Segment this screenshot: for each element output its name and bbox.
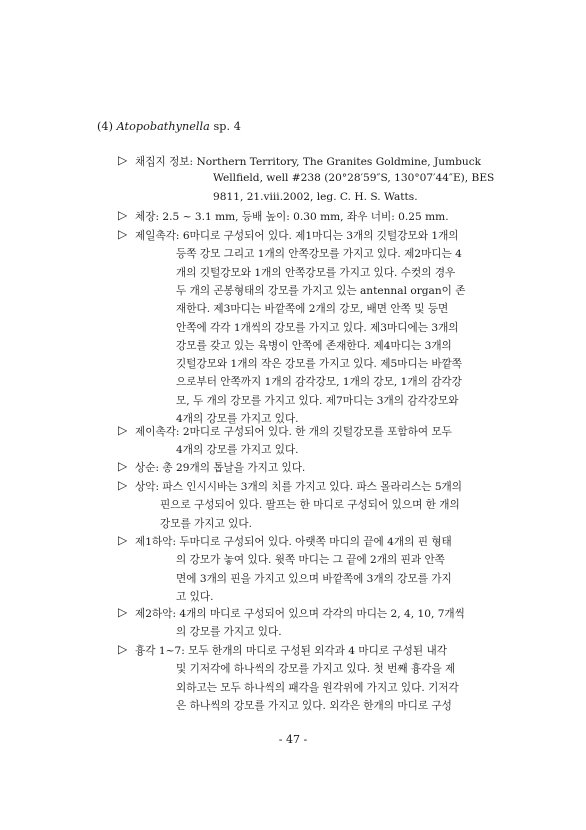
entry-text-line: 개의 깃털강모와 1개의 안쪽강모를 가지고 있다. 수컷의 경우 <box>176 266 456 279</box>
entry-text-line: 채집지 정보: Northern Territory, The Granites Goldmine, Jumbuck <box>135 156 482 168</box>
entry-text-line: 9811, 21.viii.2002, leg. C. H. S. Watts. <box>213 190 418 203</box>
species-suffix: sp. 4 <box>213 120 241 133</box>
entry-text-line: 상순: 총 29개의 톱날을 가지고 있다. <box>135 462 306 474</box>
entry-text-line: 외하고는 모두 하나씩의 패각을 원각위에 가지고 있다. 기저각 <box>176 681 459 694</box>
entry-text-line: 재한다. 제3마디는 바깥쪽에 2개의 강모, 배면 안쪽 및 등면 <box>176 303 449 316</box>
bullet-triangle-icon: ▷ <box>118 533 128 547</box>
bullet-triangle-icon: ▷ <box>118 459 128 473</box>
entry-text-line: Wellfield, well #238 (20°28′59″S, 130°07′44″E), BES <box>213 172 495 185</box>
entry-text-line: 면에 3개의 핀을 가지고 있으며 바깥쪽에 3개의 강모를 가지 <box>176 572 452 585</box>
entry-text-line: 제1하악: 두마디로 구성되어 있다. 아랫쪽 마디의 끝에 4개의 핀 형태 <box>135 536 452 548</box>
entry-text-line: 강모를 가지고 있다. <box>160 517 252 530</box>
entry-text-line: 안쪽에 각각 1개씩의 강모를 가지고 있다. 제3마디에는 3개의 <box>176 321 459 334</box>
entry-text-line: 깃털강모와 1개의 작은 강모를 가지고 있다. 제5마디는 바깥쪽 <box>176 358 463 371</box>
bullet-triangle-icon: ▷ <box>118 423 128 437</box>
entry-text-line: 모, 두 개의 강모를 가지고 있다. 제7마디는 3개의 감각강모와 <box>176 394 459 407</box>
page-number: - 47 - <box>278 733 308 746</box>
entry-text-line: 강모를 갖고 있는 육병이 안쪽에 존재한다. 제4마디는 3개의 <box>176 339 452 352</box>
entry-text-line: 제이촉각: 2마디로 구성되어 있다. 한 개의 깃털강모를 포함하여 모두 <box>135 426 452 438</box>
entry-text-line: 제일촉각: 6마디로 구성되어 있다. 제1마디는 3개의 깃털강모와 1개의 <box>135 230 459 242</box>
entry-text-line: 4개의 강모를 가지고 있다. <box>176 413 299 425</box>
entry-text-line: 등쪽 강모 그리고 1개의 안쪽강모를 가지고 있다. 제2마디는 4 <box>176 248 462 261</box>
entry-text-line: 두 개의 곤봉형태의 강모를 가지고 있는 antennal organ이 존 <box>176 284 466 297</box>
entry-text-line: 의 강모를 가지고 있다. <box>176 626 282 639</box>
genus-name: Atopobathynella <box>116 120 210 133</box>
section-number: (4) <box>97 120 113 133</box>
bullet-triangle-icon: ▷ <box>118 153 128 167</box>
entry-text-line: 체장: 2.5 ~ 3.1 mm, 등배 높이: 0.30 mm, 좌우 너비: 0.25 mm. <box>135 211 449 223</box>
entry-text-line: 의 강모가 놓여 있다. 윗쪽 마디는 그 끝에 2개의 핀과 안쪽 <box>176 554 445 567</box>
entry-text-line: 은 하나씩의 강모를 가지고 있다. 외각은 한개의 마디로 구성 <box>176 699 452 712</box>
entry-text-line: 흉각 1~7: 모두 한개의 마디로 구성된 외각과 4 마디로 구성된 내각 <box>135 645 447 657</box>
bullet-triangle-icon: ▷ <box>118 227 128 241</box>
bullet-triangle-icon: ▷ <box>118 605 128 619</box>
entry-text-line: 핀으로 구성되어 있다. 팔프는 한 마디로 구성되어 있으며 한 개의 <box>160 499 460 512</box>
entry-text-line: 고 있다. <box>176 590 214 603</box>
bullet-triangle-icon: ▷ <box>118 642 128 656</box>
bullet-triangle-icon: ▷ <box>118 208 128 222</box>
entry-text-line: 4개의 강모를 가지고 있다. <box>176 444 299 457</box>
species-heading <box>97 120 241 133</box>
entry-text-line: 제2하악: 4개의 마디로 구성되어 있으며 각각의 마디는 2, 4, 10, 7개씩 <box>135 608 465 620</box>
entry-text-line: 으로부터 안쪽까지 1개의 감각강모, 1개의 강모, 1개의 감각강 <box>176 376 462 389</box>
entry-text-line: 및 기저각에 하나씩의 강모를 가지고 있다. 첫 번째 흉각을 제 <box>176 663 456 676</box>
bullet-triangle-icon: ▷ <box>118 478 128 492</box>
entry-text-line: 상악: 파스 인시시바는 3개의 치를 가지고 있다. 파스 몰라리스는 5개의 <box>135 481 463 493</box>
